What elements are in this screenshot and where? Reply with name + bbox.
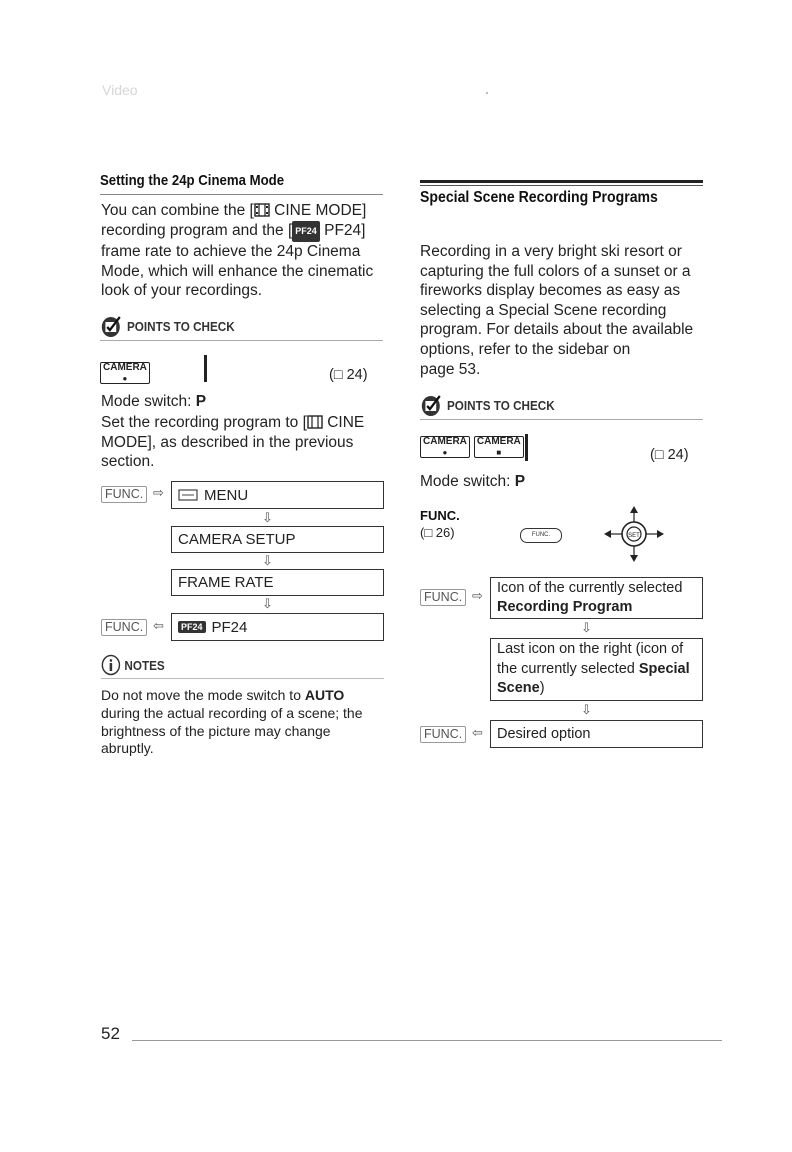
func-button-icon[interactable]: FUNC. (520, 528, 562, 543)
joystick-icon (602, 504, 666, 564)
checkmark-icon-2 (420, 392, 443, 418)
cine-mode-icon (254, 203, 270, 217)
down-arrow-icon-2: ⇩ (262, 553, 273, 568)
left-page-ref: (□ 24) (329, 367, 368, 383)
left-heading-rule (100, 194, 383, 195)
desired-option-box: Desired option (490, 720, 703, 748)
mode-divider (204, 355, 207, 382)
func-button-right-2[interactable]: FUNC. (420, 726, 466, 743)
down-arrow-icon-4: ⇩ (581, 620, 592, 635)
right-heading: Special Scene Recording Programs (420, 189, 658, 206)
special-scene-box: Last icon on the right (icon of the currently selected Special Scene) (490, 638, 703, 701)
left-heading: Setting the 24p Cinema Mode (100, 172, 285, 189)
camera-photo-icon: CAMERA ■ (474, 436, 524, 458)
mode-divider-2 (525, 434, 528, 461)
notes-label: NOTES (101, 654, 165, 676)
footer-rule (132, 1040, 722, 1041)
info-icon (101, 654, 121, 676)
right-page-ref: (□ 24) (650, 447, 689, 463)
func-button-left-1[interactable]: FUNC. (101, 486, 147, 503)
camera-movie-icon-2: CAMERA ● (420, 436, 470, 458)
pf24-box: PF24 PF24 (171, 613, 384, 641)
pf24-icon-2: PF24 (178, 621, 206, 633)
camera-movie-icon: CAMERA ● (100, 362, 150, 384)
recording-program-box: Icon of the currently selected Recording Program (490, 577, 703, 619)
down-arrow-icon-5: ⇩ (581, 702, 592, 717)
right-top-rule-thick (420, 180, 703, 183)
func-button-right-1[interactable]: FUNC. (420, 589, 466, 606)
left-instruction: Set the recording program to [ CINE MODE], as described in the previous section. (101, 414, 365, 471)
notes-rule (101, 678, 384, 679)
dot-mark (486, 92, 488, 94)
menu-box: MENU (171, 481, 384, 509)
checkmark-icon (100, 313, 123, 339)
cine-mode-icon-2 (307, 415, 323, 429)
right-intro: Recording in a very bright ski resort or capturing the full colors of a sunset or a fireworks display becomes as easy as selecting a Special Scene recording program. For details about the available options, refer to the sidebar on page 53. (420, 243, 694, 378)
left-points-to-check: POINTS TO CHECK (100, 313, 235, 339)
pf24-icon: PF24 (292, 221, 320, 243)
left-mode-icons (100, 357, 150, 384)
arrow-left-icon: ⇦ (153, 618, 164, 633)
right-mode-switch: Mode switch: P (420, 473, 526, 490)
right-points-to-check: POINTS TO CHECK (420, 392, 555, 418)
left-ptc-rule (100, 340, 383, 341)
menu-icon (178, 489, 198, 501)
down-arrow-icon-3: ⇩ (262, 596, 273, 611)
arrow-right-icon-2: ⇨ (472, 588, 483, 603)
page-number: 52 (101, 1024, 120, 1043)
notes-text: Do not move the mode switch to AUTO during the actual recording of a scene; the brightness of the picture may change abruptly. (101, 687, 363, 757)
frame-rate-box: FRAME RATE (171, 569, 384, 596)
set-label: SET (628, 533, 640, 539)
right-ptc-rule (420, 419, 703, 420)
arrow-left-icon-2: ⇦ (472, 725, 483, 740)
left-intro: You can combine the [ CINE MODE] recording program and the [ PF24 PF24] frame rate to achieve the 24p Cinema Mode, which will enhance the cinematic look of your recordings. (101, 202, 374, 300)
func-button-left-2[interactable]: FUNC. (101, 619, 147, 636)
right-top-rule-thin (420, 185, 703, 186)
func-label: FUNC. (420, 508, 460, 523)
down-arrow-icon-1: ⇩ (262, 510, 273, 525)
right-mode-icons (420, 436, 524, 458)
section-header: Video (102, 82, 138, 98)
arrow-right-icon: ⇨ (153, 485, 164, 500)
func-page-ref: (□ 26) (420, 525, 455, 540)
camera-setup-box: CAMERA SETUP (171, 526, 384, 553)
left-mode-switch: Mode switch: P (101, 393, 207, 410)
